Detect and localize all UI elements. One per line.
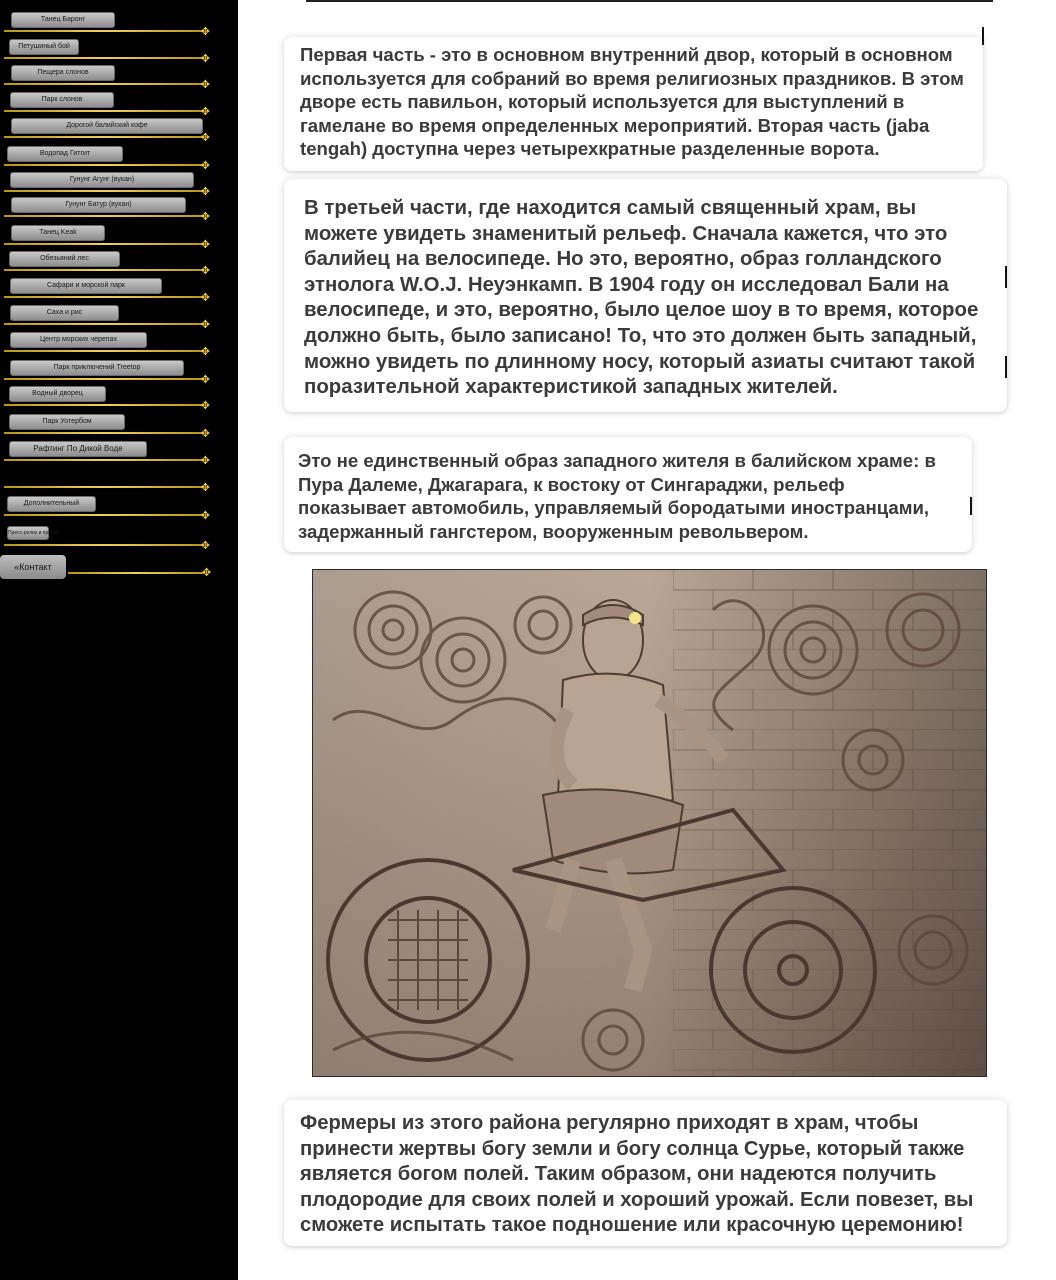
gold-divider: [4, 57, 204, 59]
sidebar-item-press[interactable]: Пресс-релиз и пресса: [7, 526, 49, 540]
sidebar-item-rafting[interactable]: Рафтинг По Дикой Воде: [9, 441, 147, 457]
ornament-icon: ✥: [200, 105, 210, 118]
ornament-icon: ✥: [200, 399, 210, 412]
ornament-icon: ✥: [200, 264, 210, 277]
sidebar-row: [0, 356, 212, 386]
sidebar-row: [0, 492, 212, 522]
gold-divider: [4, 110, 204, 112]
sidebar-item-elephant-park[interactable]: Парк слонов: [10, 92, 114, 108]
sidebar-item-turtle-center[interactable]: Центр морских черепах: [10, 332, 147, 348]
gold-divider: [4, 459, 204, 461]
sidebar-row-empty: [0, 464, 212, 494]
gold-divider: [4, 136, 204, 138]
ornament-icon: ✥: [200, 238, 210, 251]
gold-divider: [4, 164, 204, 166]
sidebar-item-rice[interactable]: Саха и рис: [10, 305, 119, 321]
paragraph-farmers: Фермеры из этого района регулярно приходят в храм, чтобы принести жертвы богу земли и богу солнца Сурье, который также является богом полей. Таким образом, они надеются получить плодородие для своих полей и хороший урожай. Если повезет, вы сможете испытать такое подношение или красочную церемонию!: [300, 1112, 974, 1237]
sidebar-row: [0, 8, 212, 38]
gold-divider: [4, 544, 204, 546]
text-card-relief: [284, 179, 1007, 412]
ornament-icon: ✥: [202, 566, 212, 579]
ornament-icon: ✥: [200, 131, 210, 144]
sidebar-row: [0, 247, 212, 277]
ornament-icon: ✥: [200, 539, 210, 552]
gold-divider: [4, 514, 204, 516]
ornament-icon: ✥: [200, 373, 210, 386]
sidebar-row: [0, 382, 212, 412]
gold-divider: [4, 190, 204, 192]
sidebar-row: [0, 61, 212, 91]
sidebar-row: [0, 142, 212, 172]
sidebar-item-bali-coffee[interactable]: Дорогой балийский кофе: [11, 118, 203, 134]
gold-divider: [4, 215, 204, 217]
sidebar-item-additional[interactable]: Дополнительный: [7, 496, 96, 512]
ornament-icon: ✥: [200, 345, 210, 358]
edge-mark: [970, 497, 972, 515]
sidebar-item-kecak-dance[interactable]: Танец Keak: [11, 225, 105, 241]
gold-divider: [68, 572, 204, 574]
ornament-icon: ✥: [200, 454, 210, 467]
sidebar-item-monkey-forest[interactable]: Обезьяний лес: [9, 251, 120, 267]
edge-mark: [1005, 266, 1007, 288]
sidebar-row: [0, 88, 212, 118]
sidebar-row: [0, 522, 212, 552]
ornament-icon: ✥: [200, 481, 210, 494]
gold-divider: [4, 83, 204, 85]
gold-divider: [4, 378, 204, 380]
sidebar-item-water-palace[interactable]: Водный дворец: [9, 386, 106, 402]
ornament-icon: ✥: [200, 318, 210, 331]
sidebar-item-mount-agung[interactable]: Гунунг Агунг (вукан): [10, 172, 194, 188]
text-card-farmers: [284, 1100, 1007, 1246]
paragraph-western: Это не единственный образ западного жителя в балийском храме: в Пура Далеме, Джагарага, к востоку от Сингараджи, рельеф показывает автомобиль, управляемый бородатыми иностранцами, задержанный гангстером, вооруженным револьвером.: [298, 450, 936, 542]
sidebar-row: [0, 274, 212, 304]
paragraph-courtyard: Первая часть - это в основном внутренний двор, который в основном используется для собраний во время религиозных праздников. В этом дворе есть павильон, который используется для выступлений в гамелане во время определенных мероприятий. Вторая часть (jaba tengah) доступна через четырехкратные разделенные ворота.: [300, 44, 964, 160]
sidebar-row: [0, 193, 212, 223]
sidebar-row: [0, 114, 212, 144]
sidebar-row: [0, 437, 212, 467]
sidebar-row: [0, 221, 212, 251]
gold-divider: [4, 404, 204, 406]
contact-button[interactable]: «Контакт: [0, 555, 66, 579]
sidebar-row: [0, 410, 212, 440]
gold-divider: [4, 269, 204, 271]
image-bottom-edge: [306, 0, 993, 2]
sidebar-row: [0, 168, 212, 198]
ornament-icon: ✥: [200, 159, 210, 172]
sidebar-nav: [0, 0, 238, 1280]
text-card-western: [284, 437, 972, 552]
gold-divider: [4, 350, 204, 352]
sidebar-item-cockfight[interactable]: Петушиный бой: [9, 39, 79, 55]
sidebar-row: [0, 328, 212, 358]
relief-cyclist-image: [312, 569, 987, 1077]
gold-divider: [4, 243, 204, 245]
ornament-icon: ✥: [200, 78, 210, 91]
gold-divider: [4, 30, 204, 32]
ornament-icon: ✥: [200, 52, 210, 65]
sidebar-item-waterbom-park[interactable]: Парк Уотербом: [9, 414, 125, 430]
sidebar-item-safari-marine-park[interactable]: Сафари и морской парк: [10, 278, 162, 294]
text-card-courtyard: [284, 37, 983, 171]
ornament-icon: ✥: [200, 185, 210, 198]
edge-mark: [1005, 356, 1007, 378]
gold-divider: [4, 296, 204, 298]
ornament-icon: ✥: [200, 210, 210, 223]
edge-mark: [982, 27, 984, 45]
ornament-icon: ✥: [200, 427, 210, 440]
paragraph-relief: В третьей части, где находится самый священный храм, вы можете увидеть знаменитый рельеф. Сначала кажется, что это балийец на велосипеде. Но это, вероятно, образ голландского этнолога W.O.J. Неуэнкамп. В 1904 году он исследовал Бали на велосипеде, и это, вероятно, было целое шоу в то время, которое должно быть, было записано! То, что это должен быть западный, можно увидеть по длинному носу, который азиаты считают такой поразительной характеристикой западных жителей.: [304, 197, 979, 399]
sidebar-item-barong-dance[interactable]: Танец Баронг: [11, 12, 115, 28]
sidebar-row: [0, 301, 212, 331]
sidebar-item-gitgit-waterfall[interactable]: Водопад Гитгит: [7, 146, 123, 162]
sidebar-item-treetop-park[interactable]: Парк приключений Treetop: [10, 360, 184, 376]
ornament-icon: ✥: [200, 25, 210, 38]
sidebar-row: [0, 35, 212, 65]
sidebar-item-mount-batur[interactable]: Гунунг Батур (вукан): [11, 197, 186, 213]
gold-divider: [4, 323, 204, 325]
sidebar-item-elephant-cave[interactable]: Пещера слонов: [11, 65, 115, 81]
stone-relief-illustration: [313, 570, 986, 1076]
gold-divider: [4, 432, 204, 434]
ornament-icon: ✥: [200, 509, 210, 522]
ornament-icon: ✥: [200, 291, 210, 304]
gold-divider: [4, 486, 204, 488]
